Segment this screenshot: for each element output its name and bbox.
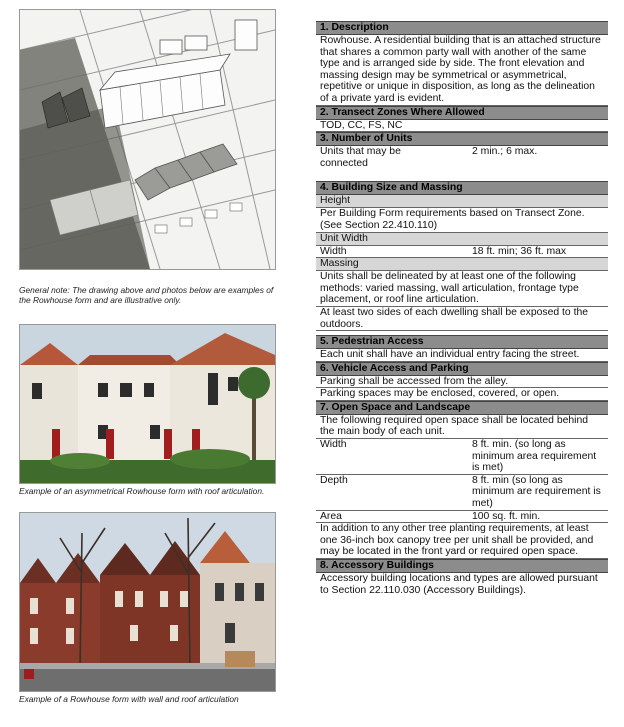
width-value: 18 ft. min; 36 ft. max <box>472 245 567 257</box>
units-label: Units that may be connected <box>320 146 401 169</box>
pedestrian-text: Each unit shall have an individual entry facing the street. <box>316 349 608 362</box>
vehicle-text-1: Parking shall be accessed from the alley. <box>316 376 608 389</box>
open-space-area-value: 100 sq. ft. min. <box>472 510 541 522</box>
open-space-width-row <box>316 439 608 475</box>
tree-planting-text: In addition to any other tree planting requirements, at least one 36-inch box canopy tree per unit shall be provided, and may be located in the front yard or required open space. <box>316 523 608 559</box>
units-row <box>316 146 608 169</box>
massing-subheading: Massing <box>316 258 608 271</box>
section-pedestrian-heading: 5. Pedestrian Access <box>316 335 608 349</box>
photo2-caption: Example of a Rowhouse form with wall and roof articulation <box>19 694 239 704</box>
open-space-intro: The following required open space shall be located behind the main body of each unit. <box>316 415 608 439</box>
section-open-space-heading: 7. Open Space and Landscape <box>316 401 608 415</box>
description-text: Rowhouse. A residential building that is an attached structure that shares a common party wall with another of the same type and is arranged side by side. The front elevation and massing design may be symmetrical or asymmetrical, repetitive or unique in disposition, as long as the delineation of a private yard is evident. <box>316 35 608 106</box>
section-transect-heading: 2. Transect Zones Where Allowed <box>316 106 608 120</box>
transect-zones-text: TOD, CC, FS, NC <box>316 120 608 133</box>
width-row <box>316 246 608 259</box>
open-space-depth-value: 8 ft. min (so long as minimum are requirement is met) <box>472 474 601 510</box>
rowhouse-photo-asymmetrical <box>19 324 276 484</box>
open-space-width-label: Width <box>320 439 347 451</box>
massing-text-2: At least two sides of each dwelling shall be exposed to the outdoors. <box>316 307 608 331</box>
width-label: Width <box>320 245 347 257</box>
accessory-text: Accessory building locations and types are allowed pursuant to Section 22.110.030 (Accessory Buildings). <box>320 573 598 596</box>
section-units-heading: 3. Number of Units <box>316 132 608 146</box>
photo1-caption: Example of an asymmetrical Rowhouse form with roof articulation. <box>19 486 265 496</box>
massing-text-1: Units shall be delineated by at least one of the following methods: varied massing, wall articulation, frontage type placement, or roof line articulation. <box>316 271 608 307</box>
spacer <box>316 169 608 181</box>
open-space-width-value: 8 ft. min. (so long as minimum area requirement is met) <box>472 439 597 474</box>
drawing-note-caption: General note: The drawing above and photos below are examples of the Rowhouse form and are illustrative only. <box>19 285 274 305</box>
section-size-heading: 4. Building Size and Massing <box>316 181 608 195</box>
open-space-area-row <box>316 511 608 524</box>
rowhouse-photo-wall-articulation <box>19 512 276 692</box>
open-space-depth-label: Depth <box>320 474 348 486</box>
section-accessory-heading: 8. Accessory Buildings <box>316 559 608 573</box>
height-subheading: Height <box>316 195 608 208</box>
vehicle-text-2: Parking spaces may be enclosed, covered, or open. <box>316 388 608 401</box>
height-text: Per Building Form requirements based on Transect Zone. (See Section 22.410.110) <box>316 208 608 232</box>
rowhouse-standards-table <box>316 21 608 596</box>
section-vehicle-heading: 6. Vehicle Access and Parking <box>316 362 608 376</box>
open-space-depth-row <box>316 475 608 511</box>
rowhouse-massing-drawing <box>19 9 276 270</box>
unit-width-subheading: Unit Width <box>316 233 608 246</box>
open-space-area-label: Area <box>320 510 342 522</box>
units-value: 2 min.; 6 max. <box>472 146 538 158</box>
section-description-heading: 1. Description <box>316 21 608 35</box>
